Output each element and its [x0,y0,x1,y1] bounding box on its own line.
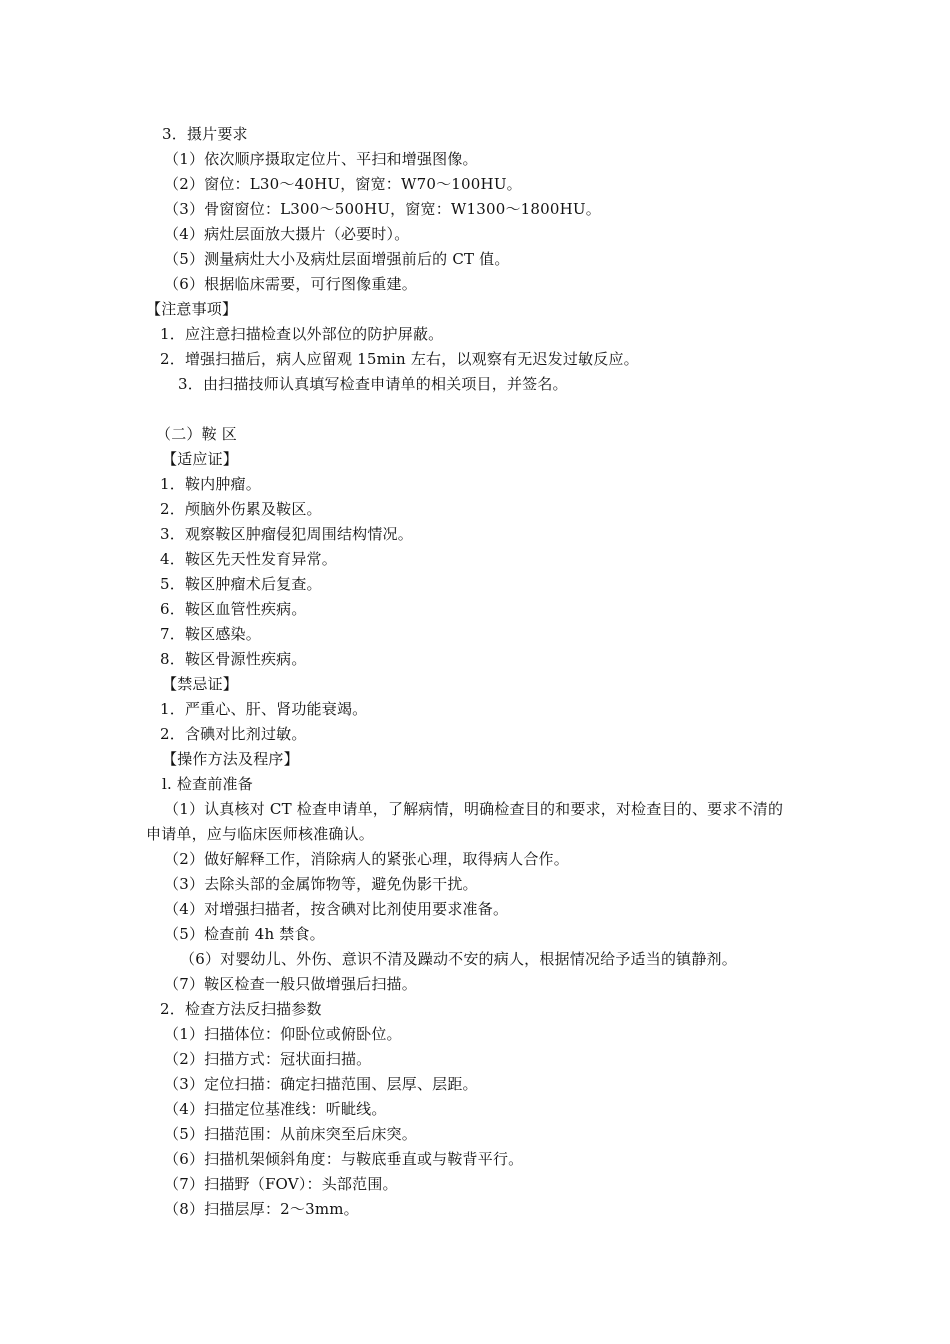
text-line: （1）依次顺序摄取定位片、平扫和增强图像。 [164,150,478,168]
text-line: （8）扫描层厚：2～3mm。 [164,1200,359,1218]
text-line: 1．应注意扫描检查以外部位的防护屏蔽。 [160,325,444,343]
text-line: （1）扫描体位：仰卧位或俯卧位。 [164,1025,402,1043]
text-line: （6）根据临床需要，可行图像重建。 [164,275,417,293]
text-line: （3）去除头部的金属饰物等，避免伪影干扰。 [164,875,478,893]
text-line: （7）扫描野（FOV）：头部范围。 [164,1175,398,1193]
text-line: （4）扫描定位基准线：听眦线。 [164,1100,387,1118]
text-line: （4）对增强扫描者，按含碘对比剂使用要求准备。 [164,900,509,918]
text-line: 8．鞍区骨源性疾病。 [160,650,307,668]
subsection-heading: l. 检查前准备 [162,775,253,793]
text-line: （2）扫描方式：冠状面扫描。 [164,1050,372,1068]
text-line: （3）定位扫描：确定扫描范围、层厚、层距。 [164,1075,478,1093]
text-line: （2）窗位：L30～40HU，窗宽：W70～100HU。 [164,175,522,193]
text-line: 5．鞍区肿瘤术后复查。 [160,575,322,593]
section-heading: 3．摄片要求 [162,125,248,143]
section-heading: 【禁忌证】 [162,675,239,693]
subsection-heading: 2．检查方法反扫描参数 [160,1000,322,1018]
text-line: 4．鞍区先天性发育异常。 [160,550,337,568]
text-line: （6）扫描机架倾斜角度：与鞍底垂直或与鞍背平行。 [164,1150,524,1168]
text-line: 7．鞍区感染。 [160,625,261,643]
text-line: （1）认真核对 CT 检查申请单，了解病情，明确检查目的和要求，对检查目的、要求不清的 [164,800,784,818]
text-line: 2．颅脑外伤累及鞍区。 [160,500,322,518]
text-line: （4）病灶层面放大摄片（必要时）。 [164,225,410,243]
section-heading: 【适应证】 [162,450,239,468]
text-line: （7）鞍区检查一般只做增强后扫描。 [164,975,417,993]
text-line: 6．鞍区血管性疾病。 [160,600,307,618]
text-line: （3）骨窗窗位：L300～500HU，窗宽：W1300～1800HU。 [164,200,601,218]
section-title: （二）鞍 区 [156,425,237,443]
text-line: 1．鞍内肿瘤。 [160,475,261,493]
text-line: 3．观察鞍区肿瘤侵犯周围结构情况。 [160,525,413,543]
text-line: 1．严重心、肝、肾功能衰竭。 [160,700,368,718]
text-line: 2．含碘对比剂过敏。 [160,725,307,743]
text-line: （5）检查前 4h 禁食。 [164,925,325,943]
text-line: （2）做好解释工作，消除病人的紧张心理，取得病人合作。 [164,850,569,868]
text-line: （6）对婴幼儿、外伤、意识不清及躁动不安的病人，根据情况给予适当的镇静剂。 [180,950,737,968]
text-line: 3．由扫描技师认真填写检查申请单的相关项目，并签名。 [178,375,568,393]
text-line: （5）扫描范围：从前床突至后床突。 [164,1125,417,1143]
section-heading: 【注意事项】 [146,300,238,318]
text-line: 2．增强扫描后，病人应留观 15min 左右，以观察有无迟发过敏反应。 [160,350,639,368]
text-line: （5）测量病灶大小及病灶层面增强前后的 CT 值。 [164,250,510,268]
text-line-continued: 申请单，应与临床医师核准确认。 [146,825,375,843]
section-heading: 【操作方法及程序】 [162,750,299,768]
